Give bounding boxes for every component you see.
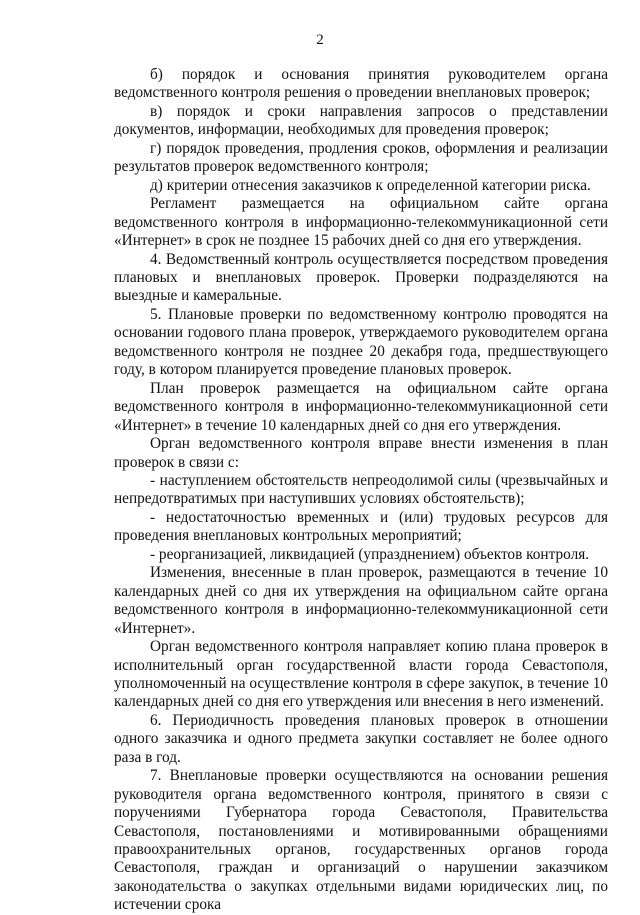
paragraph-change-reason-reorganization: - реорганизацией, ликвидацией (упразднением) объектов контроля. <box>150 545 590 563</box>
paragraph-plan-copy: Орган ведомственного контроля направляет копию плана проверок в исполнительный орган государственной власти города Севастополя, уполномоченный на осуществление контроля в сфере закупок, в течение 10 календарных дней со дня его утверждения или внесения в него изменений. <box>114 638 608 711</box>
paragraph-clause-7: 7. Внеплановые проверки осуществляются на основании решения руководителя органа ведомственного контроля, принятого в связи с поручениями Губернатора города Севастополя, Правительства Севастополя, постановлениями и мотивированными обращениями правоохранительных органов, государственных органов города Севастополя, граждан и организаций о нарушении заказчиком законодательства о закупках отдельными видами юридических лиц, по истечении срока <box>114 767 608 914</box>
paragraph-item-v: в) порядок и сроки направления запросов о представлении документов, информации, необходимых для проведения проверок; <box>114 102 608 139</box>
paragraph-item-d: д) критерии отнесения заказчиков к определенной категории риска. <box>150 176 591 194</box>
paragraph-clause-5: 5. Плановые проверки по ведомственному контролю проводятся на основании годового плана проверок, утверждаемого руководителем органа ведомственного контроля не позднее 20 декабря года, предшествующего году, в котором планируется проведение плановых проверок. <box>114 305 608 379</box>
paragraph-regulation-publication: Регламент размещается на официальном сайте органа ведомственного контроля в информационно-телекоммуникационной сети «Интернет» в срок не позднее 15 рабочих дней со дня его утверждения. <box>114 195 608 250</box>
paragraph-clause-6: 6. Периодичность проведения плановых проверок в отношении одного заказчика и одного предмета закупки составляет не более одного раза в год. <box>114 711 608 766</box>
paragraph-clause-4: 4. Ведомственный контроль осуществляется посредством проведения плановых и внеплановых проверок. Проверки подразделяются на выездные и камеральные. <box>114 250 608 305</box>
paragraph-plan-changes-intro: Орган ведомственного контроля вправе внести изменения в план проверок в связи с: <box>114 435 608 471</box>
paragraph-item-g: г) порядок проведения, продления сроков, оформления и реализации результатов проверок ведомственного контроля; <box>114 139 608 176</box>
paragraph-change-reason-force-majeure: - наступлением обстоятельств непреодолимой силы (чрезвычайных и непредотвратимых при наступивших условиях обстоятельств); <box>114 471 608 508</box>
paragraph-change-reason-resources: - недостаточностью временных и (или) трудовых ресурсов для проведения внеплановых контрольных мероприятий; <box>114 508 608 545</box>
document-body <box>114 66 608 915</box>
paragraph-item-b: б) порядок и основания принятия руководителем органа ведомственного контроля решения о проведении внеплановых проверок; <box>114 66 608 102</box>
paragraph-changes-publication: Изменения, внесенные в план проверок, размещаются в течение 10 календарных дней со дня их утверждения на официальном сайте органа ведомственного контроля в информационно-телекоммуникационной сети «Интернет». <box>114 564 608 637</box>
paragraph-plan-publication: План проверок размещается на официальном сайте органа ведомственного контроля в информационно-телекоммуникационной сети «Интернет» в течение 10 календарных дней со дня его утверждения. <box>114 379 608 434</box>
page-number: 2 <box>316 32 324 48</box>
